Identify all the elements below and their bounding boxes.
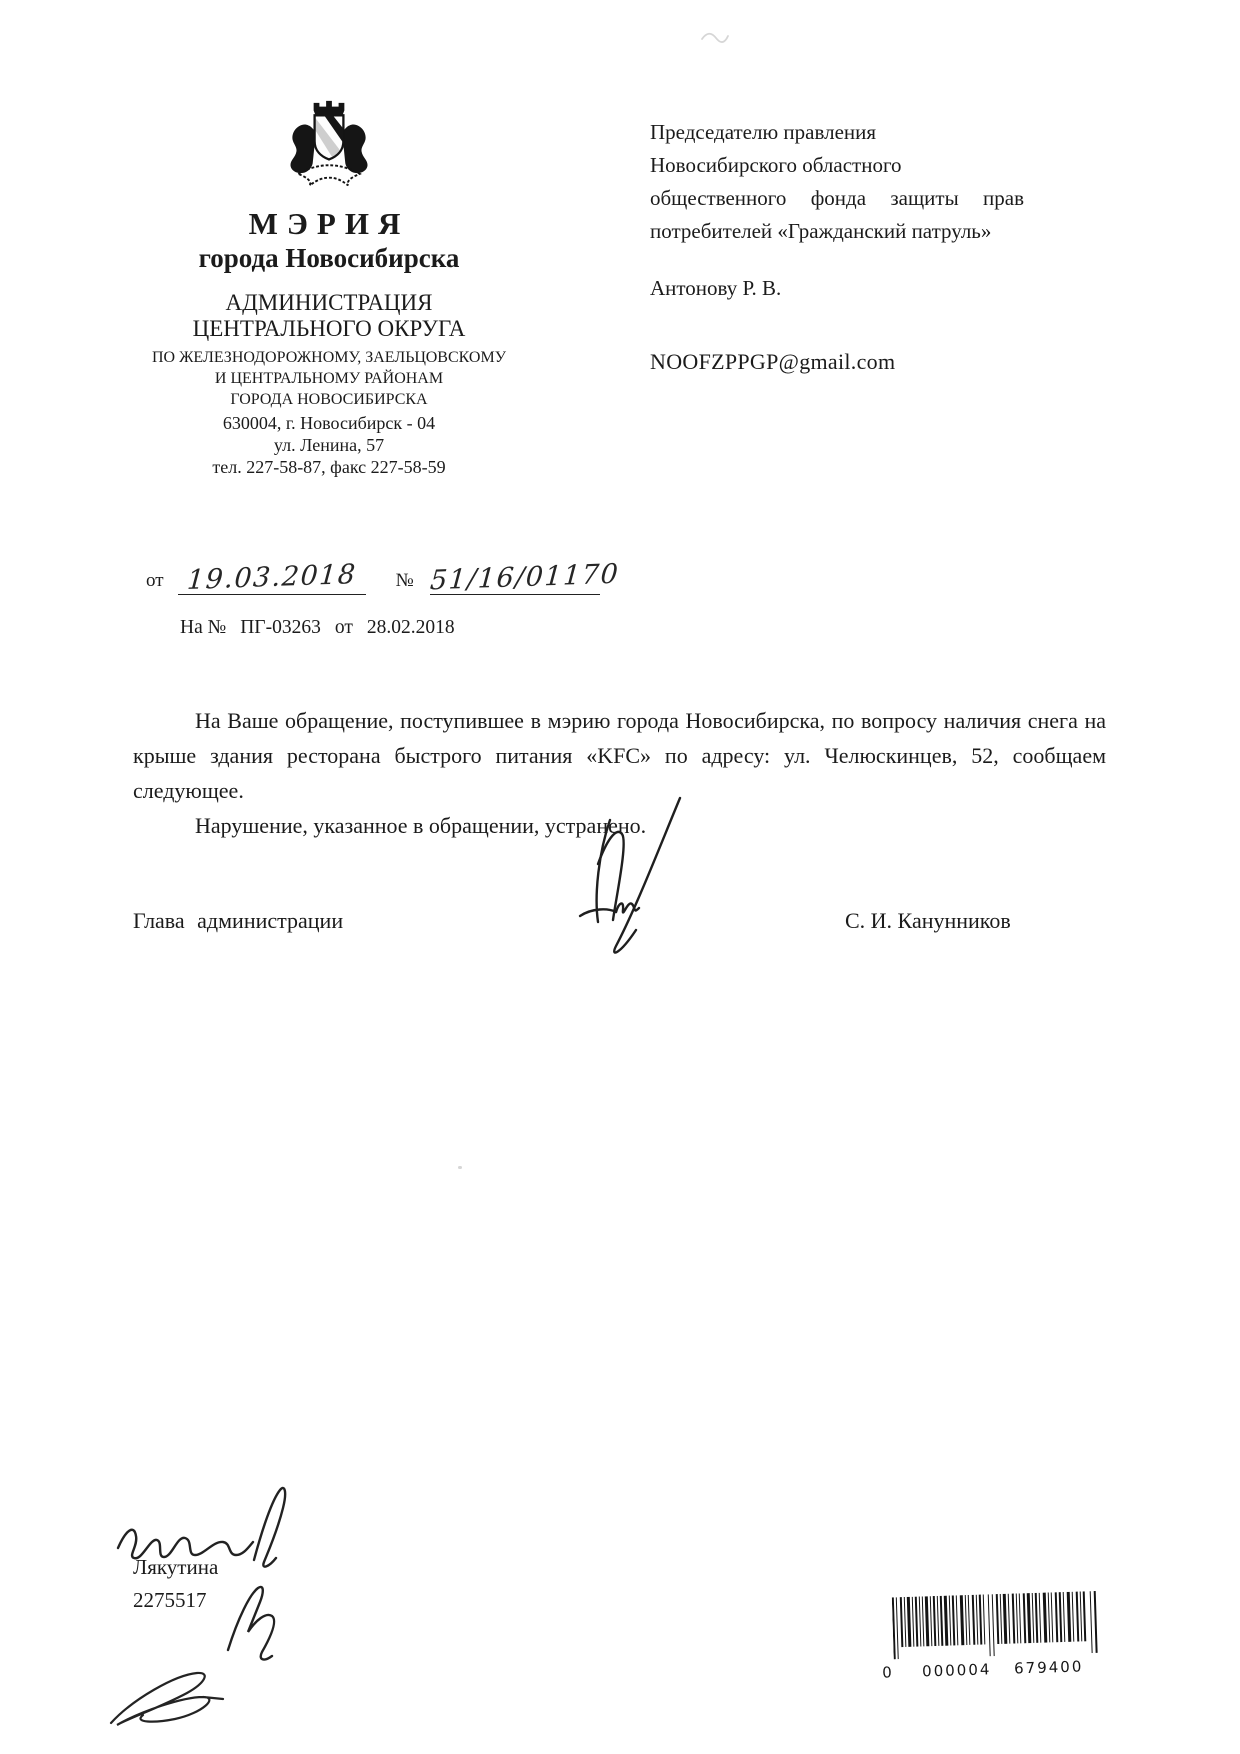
- recipient-name: Антонову Р. В.: [650, 276, 782, 300]
- sender-street-address: ул. Ленина, 57: [273, 435, 385, 455]
- number-label: №: [395, 570, 414, 591]
- scan-artifact-mark: [700, 30, 732, 46]
- org-name-main: МЭРИЯ: [248, 206, 410, 241]
- registration-barcode: [881, 1591, 1106, 1682]
- barcode-digits-right: 679400: [1013, 1657, 1084, 1678]
- handwritten-date: 19.03.2018: [185, 558, 358, 597]
- districts-line1: ПО ЖЕЛЕЗНОДОРОЖНОМУ, ЗАЕЛЬЦОВСКОМУ: [151, 349, 507, 366]
- body-paragraph-1: На Ваше обращение, поступившее в мэрию города Новосибирска, по вопросу наличия снега на крыше здания ресторана быстрого питания «KFC» по адресу: ул. Челюскинцев, 52, сообщаем следующее.: [133, 708, 1106, 803]
- org-name-city: города Новосибирска: [198, 243, 460, 273]
- division-line2: ЦЕНТРАЛЬНОГО ОКРУГА: [192, 316, 466, 341]
- body-paragraph-2: Нарушение, указанное в обращении, устранено.: [195, 813, 647, 838]
- districts-line3: ГОРОДА НОВОСИБИРСКА: [230, 391, 428, 408]
- recipient-title-line3: общественного фонда защиты прав: [650, 186, 1024, 210]
- sender-contacts: тел. 227-58-87, факс 227-58-59: [212, 457, 446, 477]
- outgoing-reference-row: [146, 558, 621, 597]
- outgoing-date-line: [178, 560, 366, 595]
- recipient-block: [650, 116, 1024, 378]
- reply-prefix: На №: [180, 617, 227, 638]
- handwritten-number: 51/16/01170: [428, 558, 621, 597]
- recipient-email: NOOFZPPGP@gmail.com: [650, 349, 896, 374]
- recipient-title-line4: потребителей «Гражданский патруль»: [650, 219, 992, 243]
- scan-speck: [458, 1166, 462, 1169]
- from-label: от: [146, 570, 164, 591]
- recipient-title-line1: Председателю правления: [650, 120, 877, 144]
- kanunnikov-signature: [552, 790, 712, 960]
- handwritten-flourish-mark: [103, 1653, 243, 1738]
- recipient-title-line2: Новосибирского областного: [650, 153, 902, 177]
- barcode-digit-left: 0: [881, 1663, 892, 1682]
- outgoing-number-line: [428, 558, 621, 597]
- barcode-bars: [892, 1591, 1106, 1660]
- sender-postal-address: 630004, г. Новосибирск - 04: [222, 413, 436, 433]
- incoming-reference-row: [180, 617, 469, 639]
- division-line1: АДМИНИСТРАЦИЯ: [225, 290, 433, 315]
- letterhead: [133, 96, 525, 478]
- signer-name: С. И. Канунников: [845, 908, 1011, 933]
- reply-from-label: от: [334, 617, 353, 638]
- executor-name: Лякутина: [133, 1555, 219, 1579]
- reply-number: ПГ-03263: [240, 617, 321, 638]
- reply-date: 28.02.2018: [366, 617, 455, 638]
- novosibirsk-coat-of-arms-icon: [281, 96, 377, 198]
- signer-position-title: Глава администрации: [133, 908, 344, 933]
- barcode-digits-middle: 000004: [921, 1660, 992, 1681]
- executor-phone: 2275517: [133, 1588, 207, 1612]
- districts-line2: И ЦЕНТРАЛЬНОМУ РАЙОНАМ: [214, 370, 444, 387]
